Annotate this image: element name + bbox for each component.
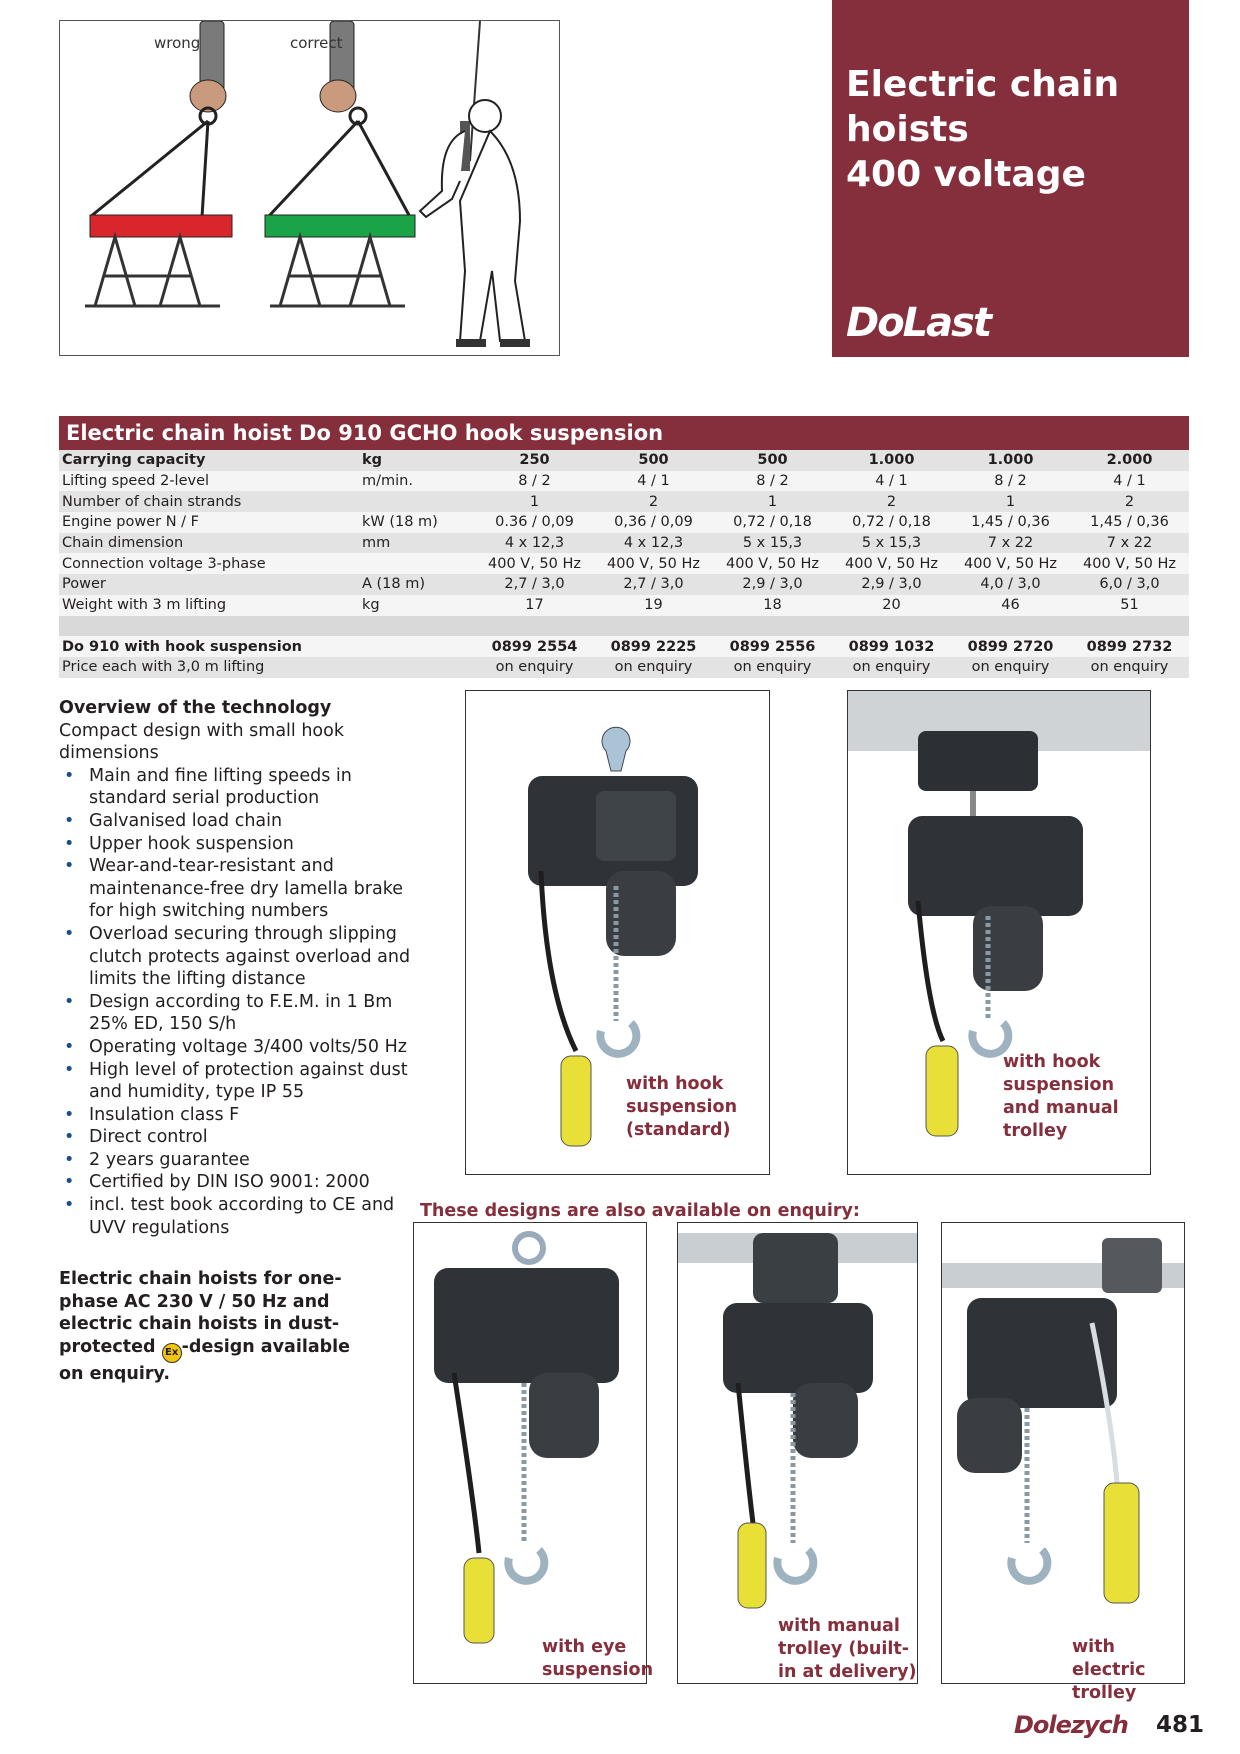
table-cell: 51 bbox=[1070, 595, 1189, 616]
table-cell: 1,45 / 0,36 bbox=[1070, 512, 1189, 533]
label-correct: correct bbox=[290, 34, 343, 52]
table-cell: 500 bbox=[713, 450, 832, 471]
caption-manual-trolley: with hook suspension and manual trolley bbox=[1003, 1052, 1119, 1141]
feature-item: • 2 years guarantee bbox=[59, 1149, 429, 1172]
table-cell: 5 x 15,3 bbox=[713, 533, 832, 554]
table-cell: 20 bbox=[832, 595, 951, 616]
table-cell: 400 V, 50 Hz bbox=[951, 553, 1070, 574]
photo-eye-suspension bbox=[413, 1222, 654, 1684]
table-row bbox=[59, 553, 1189, 574]
lifting-drawing bbox=[60, 21, 559, 355]
row-unit: kW (18 m) bbox=[359, 512, 475, 533]
table-cell: 250 bbox=[475, 450, 594, 471]
table-cell: 5 x 15,3 bbox=[832, 533, 951, 554]
table-cell bbox=[713, 616, 832, 637]
availability-note bbox=[59, 1268, 379, 1385]
table-cell: 17 bbox=[475, 595, 594, 616]
table-cell: on enquiry bbox=[951, 657, 1070, 678]
row-unit: m/min. bbox=[359, 471, 475, 492]
table-cell: on enquiry bbox=[1070, 657, 1189, 678]
table-cell: 400 V, 50 Hz bbox=[594, 553, 713, 574]
table-row bbox=[59, 491, 1189, 512]
overview-intro: Compact design with small hook dimensions bbox=[59, 720, 344, 764]
available-heading: These designs are also available on enquiry: bbox=[420, 1201, 860, 1221]
table-cell: 2 bbox=[594, 491, 713, 512]
row-label: Chain dimension bbox=[59, 533, 359, 554]
table-cell: 0899 2720 bbox=[951, 636, 1070, 657]
table-cell bbox=[594, 616, 713, 637]
table-cell: 18 bbox=[713, 595, 832, 616]
table-spacer-row bbox=[59, 616, 1189, 637]
title-line-3: 400 voltage bbox=[846, 154, 1086, 195]
caption-hook-suspension: with hook suspension (standard) bbox=[626, 1074, 738, 1140]
row-label: Engine power N / F bbox=[59, 512, 359, 533]
table-cell: 400 V, 50 Hz bbox=[475, 553, 594, 574]
table-row bbox=[59, 533, 1189, 554]
row-unit bbox=[359, 657, 475, 678]
table-cell: 0899 2554 bbox=[475, 636, 594, 657]
note-text-1: Electric chain hoists for one-phase AC 230 V / 50 Hz and electric chain hoists in dust-protected bbox=[59, 1269, 342, 1357]
table-row bbox=[59, 636, 1189, 657]
table-cell bbox=[951, 616, 1070, 637]
table-cell bbox=[832, 616, 951, 637]
row-unit bbox=[359, 491, 475, 512]
table-cell: on enquiry bbox=[475, 657, 594, 678]
table-cell: 0,72 / 0,18 bbox=[713, 512, 832, 533]
dolast-logo: DoLast bbox=[846, 300, 991, 346]
caption-electric-trolley: with electric trolley bbox=[1072, 1637, 1146, 1703]
table-heading: Electric chain hoist Do 910 GCHO hook suspension bbox=[59, 416, 1189, 450]
table-cell: 400 V, 50 Hz bbox=[713, 553, 832, 574]
hoist-builtin-trolley-image bbox=[678, 1223, 917, 1683]
table-cell: 8 / 2 bbox=[951, 471, 1070, 492]
table-cell: 8 / 2 bbox=[713, 471, 832, 492]
table-cell: 0899 2732 bbox=[1070, 636, 1189, 657]
hoist-eye-image bbox=[414, 1223, 654, 1683]
photo-hook-suspension bbox=[465, 690, 770, 1175]
table-cell: 7 x 22 bbox=[1070, 533, 1189, 554]
table-row bbox=[59, 657, 1189, 678]
page-title bbox=[846, 62, 1119, 197]
table-cell: 6,0 / 3,0 bbox=[1070, 574, 1189, 595]
feature-item: • High level of protection against dust and humidity, type IP 55 bbox=[59, 1059, 429, 1104]
feature-item: • Galvanised load chain bbox=[59, 810, 429, 833]
photo-manual-trolley-builtin bbox=[677, 1222, 918, 1684]
table-cell: 0899 1032 bbox=[832, 636, 951, 657]
feature-item: • Certified by DIN ISO 9001: 2000 bbox=[59, 1171, 429, 1194]
table-cell: 0,72 / 0,18 bbox=[832, 512, 951, 533]
table-row bbox=[59, 595, 1189, 616]
table-cell: 400 V, 50 Hz bbox=[1070, 553, 1189, 574]
row-unit: kg bbox=[359, 595, 475, 616]
table-cell: 8 / 2 bbox=[475, 471, 594, 492]
table-row bbox=[59, 450, 1189, 471]
table-cell: 19 bbox=[594, 595, 713, 616]
table-cell: on enquiry bbox=[594, 657, 713, 678]
feature-list bbox=[59, 765, 429, 1239]
table-row bbox=[59, 471, 1189, 492]
table-cell: 2 bbox=[832, 491, 951, 512]
table-cell bbox=[359, 616, 475, 637]
caption-eye-suspension: with eye suspension bbox=[542, 1637, 654, 1680]
table-cell: 1,45 / 0,36 bbox=[951, 512, 1070, 533]
photo-manual-trolley bbox=[847, 690, 1151, 1175]
table-cell: 1.000 bbox=[832, 450, 951, 471]
feature-item: • Upper hook suspension bbox=[59, 833, 429, 856]
table-row bbox=[59, 512, 1189, 533]
caption-manual-trolley-builtin: with manual trolley (built-in at delivery) bbox=[778, 1616, 917, 1682]
title-line-2: hoists bbox=[846, 109, 969, 150]
table-cell: 2,7 / 3,0 bbox=[475, 574, 594, 595]
overview-heading: Overview of the technology bbox=[59, 698, 332, 718]
table-cell: 4 / 1 bbox=[832, 471, 951, 492]
table-cell: on enquiry bbox=[832, 657, 951, 678]
row-unit: kg bbox=[359, 450, 475, 471]
row-label: Carrying capacity bbox=[59, 450, 359, 471]
row-label: Connection voltage 3-phase bbox=[59, 553, 359, 574]
table-cell: on enquiry bbox=[713, 657, 832, 678]
row-unit: mm bbox=[359, 533, 475, 554]
feature-item: • incl. test book according to CE and UVV regulations bbox=[59, 1194, 429, 1239]
ex-explosion-protection-icon: Ex bbox=[162, 1343, 182, 1363]
lifting-illustration bbox=[59, 20, 560, 356]
feature-item: • Wear-and-tear-resistant and maintenance-free dry lamella brake for high switching numbers bbox=[59, 855, 429, 923]
row-label: Weight with 3 m lifting bbox=[59, 595, 359, 616]
table-cell bbox=[1070, 616, 1189, 637]
feature-item: • Overload securing through slipping clutch protects against overload and limits the lifting distance bbox=[59, 923, 429, 991]
table-cell: 1 bbox=[713, 491, 832, 512]
table-cell: 1 bbox=[475, 491, 594, 512]
table-cell: 0899 2556 bbox=[713, 636, 832, 657]
feature-item: • Operating voltage 3/400 volts/50 Hz bbox=[59, 1036, 429, 1059]
table-cell: 500 bbox=[594, 450, 713, 471]
table-cell: 2.000 bbox=[1070, 450, 1189, 471]
row-label: Price each with 3,0 m lifting bbox=[59, 657, 359, 678]
row-label: Power bbox=[59, 574, 359, 595]
feature-item: • Direct control bbox=[59, 1126, 429, 1149]
table-cell bbox=[59, 616, 359, 637]
label-wrong: wrong bbox=[154, 34, 201, 52]
table-cell: 1.000 bbox=[951, 450, 1070, 471]
row-unit: A (18 m) bbox=[359, 574, 475, 595]
spec-table bbox=[59, 450, 1189, 678]
table-cell: 2,9 / 3,0 bbox=[713, 574, 832, 595]
table-cell: 2 bbox=[1070, 491, 1189, 512]
dolezych-logo: Dolezych bbox=[1014, 1711, 1128, 1739]
row-unit bbox=[359, 553, 475, 574]
photo-electric-trolley bbox=[941, 1222, 1185, 1703]
page-number: 481 bbox=[1156, 1712, 1205, 1738]
row-label: Do 910 with hook suspension bbox=[59, 636, 359, 657]
table-cell: 4 / 1 bbox=[594, 471, 713, 492]
feature-item: • Insulation class F bbox=[59, 1104, 429, 1127]
table-cell: 4 x 12,3 bbox=[475, 533, 594, 554]
table-cell: 0899 2225 bbox=[594, 636, 713, 657]
feature-item: • Main and fine lifting speeds in standard serial production bbox=[59, 765, 429, 810]
title-line-1: Electric chain bbox=[846, 64, 1120, 105]
table-cell: 4 x 12,3 bbox=[594, 533, 713, 554]
row-unit bbox=[359, 636, 475, 657]
table-cell: 0,36 / 0,09 bbox=[594, 512, 713, 533]
table-cell: 46 bbox=[951, 595, 1070, 616]
title-block bbox=[832, 0, 1189, 357]
row-label: Lifting speed 2-level bbox=[59, 471, 359, 492]
table-cell bbox=[475, 616, 594, 637]
table-cell: 4 / 1 bbox=[1070, 471, 1189, 492]
table-cell: 1 bbox=[951, 491, 1070, 512]
row-label: Number of chain strands bbox=[59, 491, 359, 512]
table-cell: 0.36 / 0,09 bbox=[475, 512, 594, 533]
feature-item: • Design according to F.E.M. in 1 Bm 25% ED, 150 S/h bbox=[59, 991, 429, 1036]
table-cell: 2,7 / 3,0 bbox=[594, 574, 713, 595]
table-row bbox=[59, 574, 1189, 595]
note-text-2: -design available on enquiry. bbox=[59, 1336, 351, 1384]
hoist-electric-trolley-image bbox=[942, 1223, 1184, 1683]
table-cell: 7 x 22 bbox=[951, 533, 1070, 554]
table-cell: 400 V, 50 Hz bbox=[832, 553, 951, 574]
overview-section bbox=[59, 697, 429, 1239]
table-cell: 2,9 / 3,0 bbox=[832, 574, 951, 595]
table-cell: 4,0 / 3,0 bbox=[951, 574, 1070, 595]
